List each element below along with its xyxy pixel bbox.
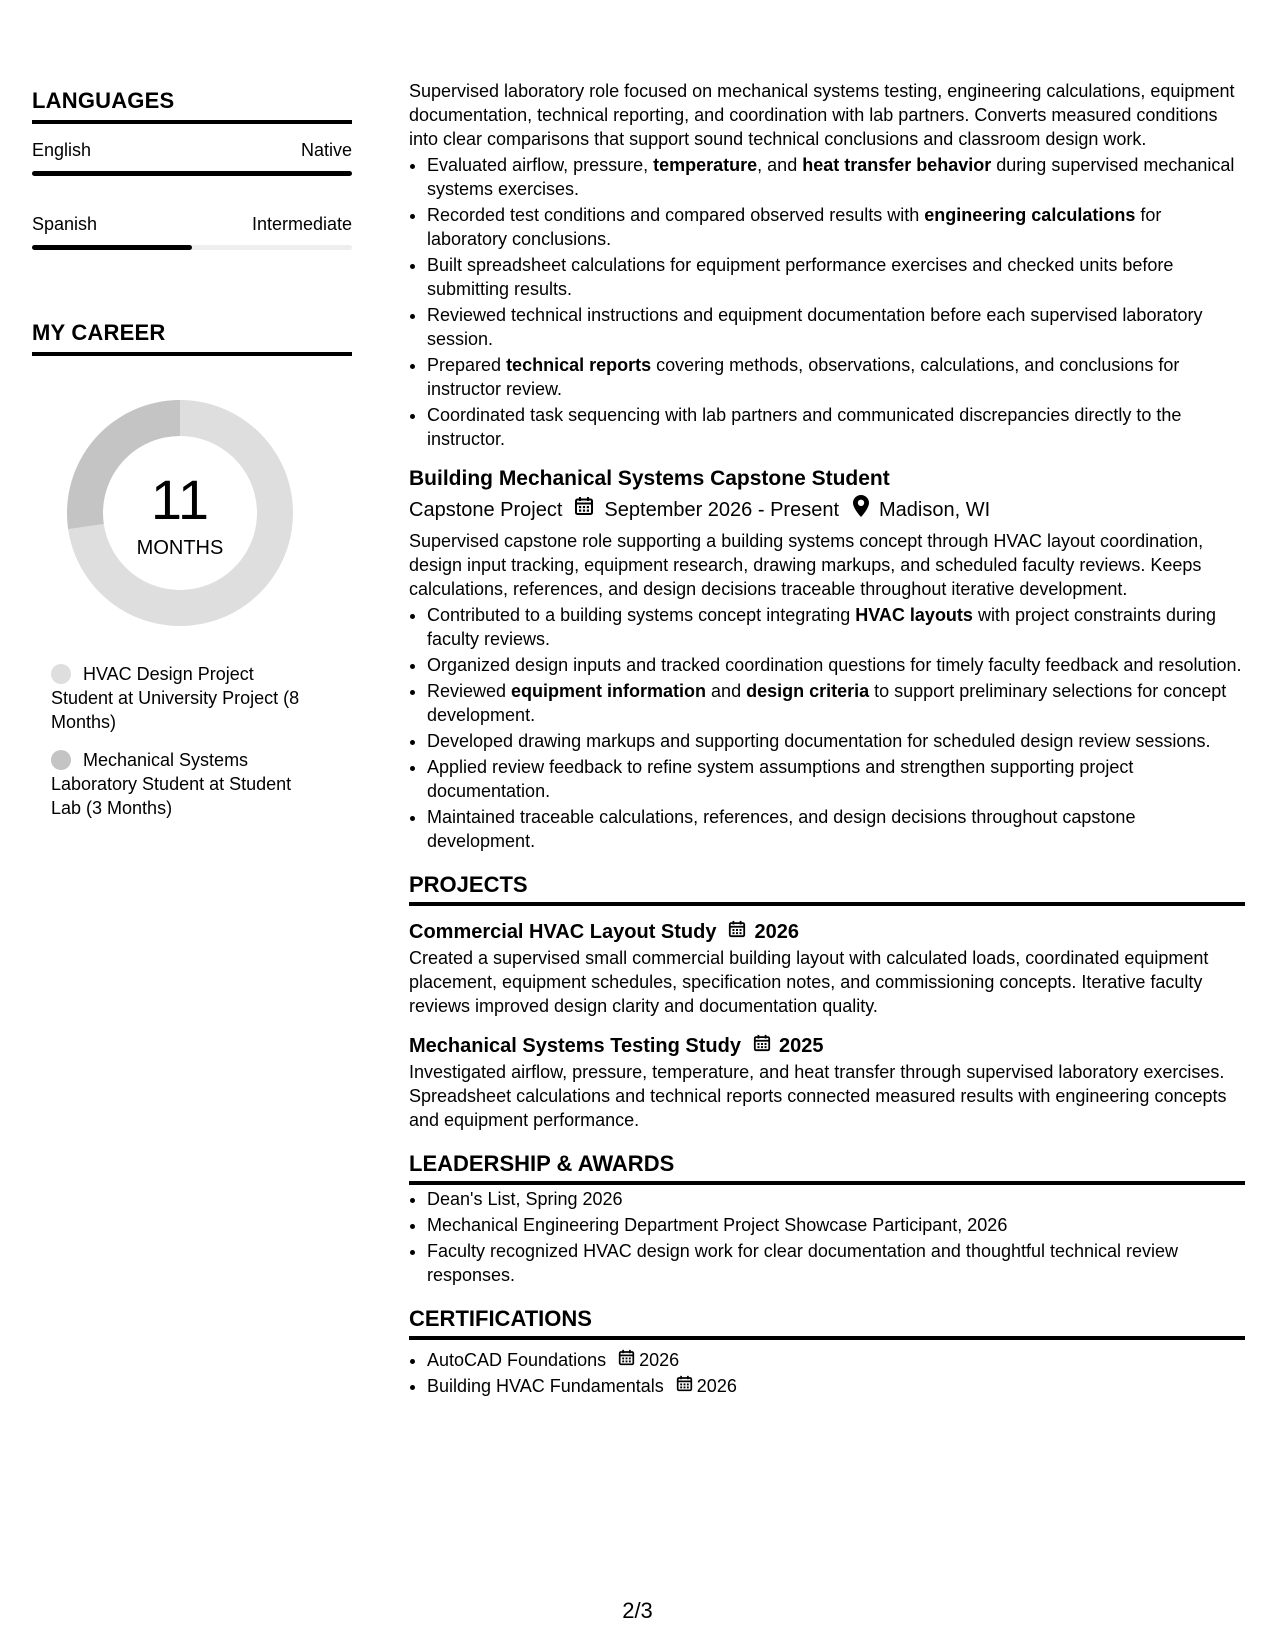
project-title: Commercial HVAC Layout Study — [409, 921, 717, 943]
bullet-item: • Prepared technical reports covering methods, observations, calculations, and conclusions for instructor review. — [427, 353, 1245, 401]
career-total-unit: MONTHS — [136, 537, 224, 559]
career-heading: MY CAREER — [32, 320, 352, 356]
calendar-icon — [753, 1032, 771, 1060]
legend-label: Mechanical Systems Laboratory Student at Student Lab (3 Months) — [51, 750, 292, 818]
lab-role-bullets — [409, 153, 1245, 451]
legend-dot — [51, 750, 71, 770]
certification-year: 2026 — [696, 1376, 737, 1396]
bullet-item: • Contributed to a building systems concept integrating HVAC layouts with project constraints during faculty reviews. — [427, 603, 1245, 651]
language-item — [32, 138, 352, 176]
leadership-list — [409, 1187, 1245, 1287]
bullet-item: • Maintained traceable calculations, references, and design decisions throughout capstone development. — [427, 805, 1245, 853]
bullet-item: • Recorded test conditions and compared observed results with engineering calculations for laboratory conclusions. — [427, 203, 1245, 251]
project-title: Mechanical Systems Testing Study — [409, 1035, 741, 1057]
language-proficiency-fill — [32, 171, 352, 176]
certification-name: • AutoCAD Foundations — [427, 1350, 607, 1370]
calendar-icon — [574, 496, 594, 524]
bullet-item: • Evaluated airflow, pressure, temperature, and heat transfer behavior during supervised mechanical systems exercises. — [427, 153, 1245, 201]
project-item — [409, 918, 1245, 1018]
bullet-item: • Built spreadsheet calculations for equipment performance exercises and checked units before submitting results. — [427, 253, 1245, 301]
bold-keyword: temperature — [653, 155, 758, 175]
language-name: English — [32, 140, 92, 160]
language-name: Spanish — [32, 214, 98, 234]
capstone-role-summary: Supervised capstone role supporting a building systems concept through HVAC layout coordination, design input tracking, equipment research, drawing markups, and scheduled faculty reviews. Keeps calculations, references, and design decisions traceable throughout iterative development. — [409, 531, 1204, 599]
languages-heading: LANGUAGES — [32, 88, 352, 124]
certification-item — [427, 1348, 1245, 1372]
certification-item — [427, 1374, 1245, 1398]
legend-item — [51, 748, 316, 820]
leadership-heading: LEADERSHIP & AWARDS — [409, 1152, 1245, 1185]
projects-heading: PROJECTS — [409, 873, 1245, 906]
career-legend — [51, 662, 316, 820]
lab-role-summary: Supervised laboratory role focused on mechanical systems testing, engineering calculations, equipment documentation, technical reporting, and coordination with lab partners. Converts measured conditions into clear comparisons that support sound technical conclusions and classroom design work. — [409, 81, 1235, 149]
language-proficiency-bar — [32, 171, 352, 176]
left-column — [32, 88, 352, 834]
award-item: • Faculty recognized HVAC design work for clear documentation and thoughtful technical review responses. — [427, 1239, 1245, 1287]
bold-keyword: equipment information — [511, 681, 707, 701]
project-year: 2026 — [754, 921, 799, 943]
page-number: 2/3 — [622, 1598, 653, 1623]
legend-label: HVAC Design Project Student at University Project (8 Months) — [51, 664, 300, 732]
job-dates: September 2026 - Present — [604, 499, 840, 521]
bullet-item: • Coordinated task sequencing with lab partners and communicated discrepancies directly to the instructor. — [427, 403, 1245, 451]
language-level: Native — [300, 140, 352, 160]
career-total-number: 11 — [150, 468, 210, 531]
project-year: 2025 — [778, 1035, 824, 1057]
capstone-role-bullets — [409, 603, 1245, 853]
location-pin-icon — [853, 495, 869, 525]
bold-keyword: HVAC layouts — [855, 605, 973, 625]
bold-keyword: heat transfer behavior — [802, 155, 992, 175]
project-description: Investigated airflow, pressure, temperature, and heat transfer through supervised laboratory exercises. Spreadsheet calculations and technical reports connected measured results with engineering concepts and equipment performance. — [409, 1062, 1227, 1130]
right-column — [409, 79, 1245, 1400]
job-meta — [409, 495, 1245, 525]
job-title: Building Mechanical Systems Capstone Student — [409, 467, 890, 490]
calendar-icon — [728, 918, 746, 946]
bullet-item: • Reviewed technical instructions and equipment documentation before each supervised laboratory session. — [427, 303, 1245, 351]
project-item — [409, 1032, 1245, 1132]
calendar-icon — [618, 1348, 635, 1372]
certification-year: 2026 — [639, 1350, 680, 1370]
bullet-item: • Applied review feedback to refine system assumptions and strengthen supporting project documentation. — [427, 755, 1245, 803]
bullet-item: • Organized design inputs and tracked coordination questions for timely faculty feedback and resolution. — [427, 653, 1245, 677]
bullet-item: • Reviewed equipment information and design criteria to support preliminary selections for concept development. — [427, 679, 1245, 727]
legend-item — [51, 662, 316, 734]
legend-dot — [51, 664, 71, 684]
language-proficiency-bar — [32, 245, 352, 250]
career-donut-chart — [67, 400, 293, 626]
bold-keyword: engineering calculations — [924, 205, 1136, 225]
certification-name: • Building HVAC Fundamentals — [427, 1376, 664, 1396]
job-location: Madison, WI — [879, 499, 991, 521]
language-level: Intermediate — [251, 214, 352, 234]
bullet-item: • Developed drawing markups and supporting documentation for scheduled design review sessions. — [427, 729, 1245, 753]
language-item — [32, 212, 352, 250]
bold-keyword: technical reports — [506, 355, 652, 375]
job-organization: Capstone Project — [409, 499, 563, 521]
certifications-heading: CERTIFICATIONS — [409, 1307, 1245, 1340]
bold-keyword: design criteria — [746, 681, 870, 701]
certifications-list — [409, 1348, 1245, 1398]
award-item: • Mechanical Engineering Department Project Showcase Participant, 2026 — [427, 1213, 1245, 1237]
calendar-icon — [676, 1374, 693, 1398]
project-description: Created a supervised small commercial building layout with calculated loads, coordinated equipment placement, equipment schedules, specification notes, and commissioning concepts. Iterative faculty reviews improved design clarity and documentation quality. — [409, 948, 1209, 1016]
language-proficiency-fill — [32, 245, 192, 250]
award-item: • Dean's List, Spring 2026 — [427, 1187, 1245, 1211]
